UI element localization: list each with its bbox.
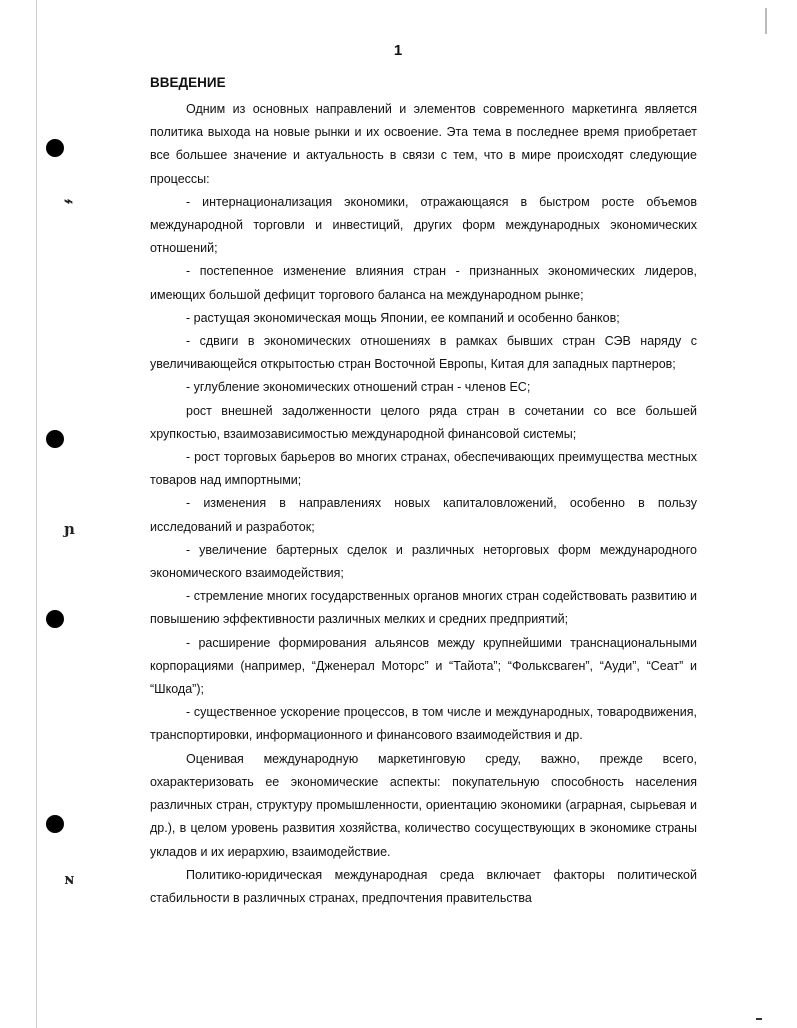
scan-edge-mark — [765, 8, 767, 34]
punch-hole-icon — [46, 139, 64, 157]
paragraph: - углубление экономических отношений стран - членов ЕС; — [186, 380, 531, 395]
paragraph: - изменения в направлениях новых капиталовложений, особенно в пользу исследований и разработок; — [150, 496, 697, 534]
paragraph: - рост торговых барьеров во многих странах, обеспечивающих преимущества местных товаров над импортными; — [150, 450, 697, 488]
page-number: 1 — [393, 42, 404, 59]
paragraph: - постепенное изменение влияния стран - признанных экономических лидеров, имеющих большой дефицит торгового баланса на международном рынке; — [150, 264, 697, 302]
body-text — [150, 98, 697, 910]
section-heading: ВВЕДЕНИЕ — [150, 75, 226, 90]
paragraph: - интернационализация экономики, отражающаяся в быстром росте объемов международной торговли и инвестиций, других форм международных экономических отношений; — [150, 194, 697, 256]
pen-mark-icon: ⌁ — [64, 192, 74, 210]
paragraph: - увеличение бартерных сделок и различных неторговых форм международного экономического взаимодействия; — [150, 542, 697, 581]
paragraph: - растущая экономическая мощь Японии, ее компаний и особенно банков; — [186, 310, 620, 325]
paragraph: - расширение формирования альянсов между крупнейшими транснациональными корпорациями (например, “Дженерал Моторс” и “Тайота”; “Фольксваген”, “Ауди”, “Сеат” и “Шкода”); — [150, 635, 697, 697]
paragraph: Одним из основных направлений и элементов современного маркетинга является политика выхода на новые рынки и их освоение. Эта тема в последнее время приобретает все большее значение и актуальность в связи с тем, что в мире происходят следующие процессы: — [150, 102, 697, 186]
paragraph: Оценивая международную маркетинговую среду, важно, прежде всего, охарактеризовать ее экономические аспекты: покупательную способность населения различных стран, структуру промышленности, ориентацию экономики (аграрная, сырьевая и др.), в целом уровень развития хозяйства, количество сосуществующих в экономике страны укладов и их иерархию, взаимодействие. — [150, 751, 697, 859]
paragraph: Политико-юридическая международная среда включает факторы политической стабильности в различных странах, предпочтения правительства — [150, 867, 697, 905]
paragraph: - существенное ускорение процессов, в том числе и международных, товародвижения, транспортировки, информационного и финансового взаимодействия и др. — [150, 705, 697, 743]
pen-mark-icon: ɲ — [64, 520, 75, 538]
scan-edge-line — [36, 0, 37, 1028]
paragraph: - сдвиги в экономических отношениях в рамках бывших стран СЭВ наряду с увеличивающейся открытостью стран Восточной Европы, Китая для западных партнеров; — [150, 334, 697, 372]
paragraph: - стремление многих государственных органов многих стран содействовать развитию и повышению эффективности различных мелких и средних предприятий; — [150, 589, 697, 627]
punch-hole-icon — [46, 815, 64, 833]
punch-hole-icon — [46, 610, 64, 628]
scan-edge-mark — [756, 1018, 762, 1020]
pen-mark-icon: ɴ — [64, 870, 75, 888]
paragraph: рост внешней задолженности целого ряда стран в сочетании со все большей хрупкостью, взаимозависимостью международной финансовой системы; — [150, 403, 697, 441]
punch-hole-icon — [46, 430, 64, 448]
